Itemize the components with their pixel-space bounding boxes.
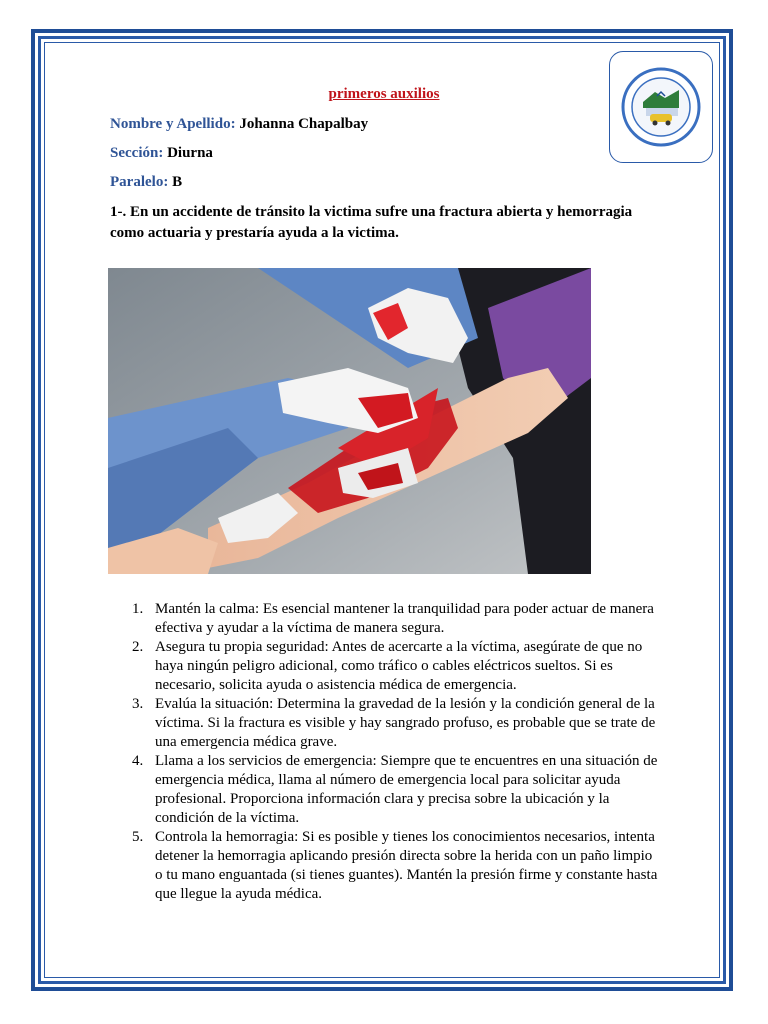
field-parallel-value: B [172, 174, 183, 190]
field-section [110, 145, 213, 162]
list-item-text: Llama a los servicios de emergencia: Siempre que te encuentres en una situación de emergencia médica, llama al número de emergencia local para solicitar ayuda profesional. Proporciona información clara y precisa sobre la ubicación y la condición de la víctima. [155, 753, 658, 826]
list-item-text: Mantén la calma: Es esencial mantener la tranquilidad para poder actuar de manera efectiva y ayudar a la víctima de manera segura. [155, 601, 654, 636]
field-section-label: Sección: [110, 145, 164, 161]
list-item-number: 4. [132, 753, 144, 769]
list-item [118, 695, 663, 752]
list-item [118, 638, 663, 695]
school-seal-icon [610, 52, 712, 162]
list-item-text: Controla la hemorragia: Si es posible y tienes los conocimientos necesarios, intenta detener la hemorragia aplicando presión directa sobre la herida con un paño limpio o tu mano enguantada (si tienes guantes). Mantén la presión firme y constante hasta que llegue la ayuda médica. [155, 829, 658, 902]
list-item-number: 1. [132, 601, 144, 617]
question-text: 1-. En un accidente de tránsito la victima sufre una fractura abierta y hemorragia como actuaria y prestaría ayuda a la victima. [110, 204, 633, 241]
bleeding-arm-first-aid-photo-icon [108, 268, 591, 574]
field-parallel [110, 174, 182, 191]
logo-frame [609, 51, 713, 163]
list-item-number: 5. [132, 829, 144, 845]
list-item [118, 828, 663, 904]
field-name-value: Johanna Chapalbay [239, 116, 369, 132]
field-parallel-label: Paralelo: [110, 174, 169, 190]
document-title: primeros auxilios [328, 86, 440, 102]
steps-list [118, 600, 663, 904]
list-item-text: Evalúa la situación: Determina la gravedad de la lesión y la condición general de la víctima. Si la fractura es visible y hay sangrado profuso, es probable que se trate de una emergencia médica grave. [155, 696, 656, 750]
list-item-number: 2. [132, 639, 144, 655]
field-section-value: Diurna [167, 145, 213, 161]
list-item-number: 3. [132, 696, 144, 712]
field-name [110, 116, 368, 133]
list-item-text: Asegura tu propia seguridad: Antes de acercarte a la víctima, asegúrate de que no haya ningún peligro adicional, como tráfico o cables eléctricos sueltos. Si es necesario, solicita ayuda o asistencia médica de emergencia. [155, 639, 643, 693]
field-name-label: Nombre y Apellido: [110, 116, 236, 132]
list-item [118, 600, 663, 638]
list-item [118, 752, 663, 828]
